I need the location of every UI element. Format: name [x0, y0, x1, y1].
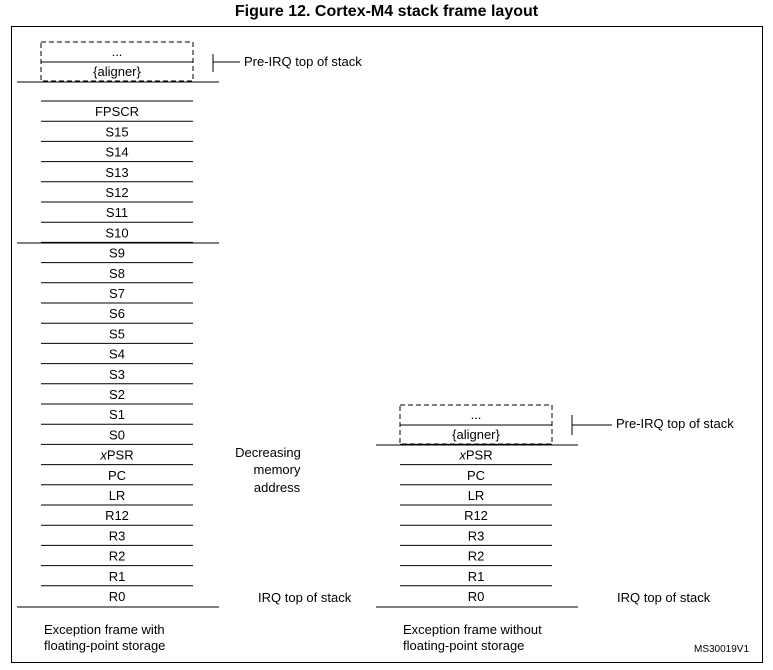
- right-stack: [376, 405, 734, 653]
- left-stack-cell: S0: [109, 427, 125, 443]
- left-stack-cell: S5: [109, 326, 125, 342]
- right-stack-cell: R2: [467, 548, 485, 564]
- left-stack: [17, 42, 362, 653]
- figure-title: Figure 12. Cortex-M4 stack frame layout: [234, 3, 539, 20]
- left-stack-cell: S4: [109, 346, 125, 362]
- left-stack-cell: R2: [108, 548, 126, 564]
- right-stack-cell: R12: [464, 508, 488, 524]
- left-stack-cell: S1: [109, 407, 125, 423]
- left-stack-cell: S9: [109, 245, 125, 261]
- left-stack-cell: S7: [109, 286, 125, 301]
- direction-line3: address: [253, 480, 301, 495]
- left-stack-cell: FPSCR: [94, 104, 140, 120]
- right-stack-cell: R3: [467, 528, 485, 544]
- right-irq-label: IRQ top of stack: [617, 590, 711, 605]
- right-pre-irq-label: Pre-IRQ top of stack: [616, 416, 734, 431]
- left-stack-cell: S6: [109, 306, 125, 322]
- right-stack-cell: xPSR: [459, 447, 493, 463]
- figure-id: MS30019V1: [694, 644, 750, 655]
- left-pre-irq-label: Pre-IRQ top of stack: [244, 54, 362, 69]
- left-stack-cell: S14: [105, 144, 129, 160]
- left-caption-line1: Exception frame with: [44, 622, 165, 637]
- right-stack-cell: LR: [467, 488, 485, 503]
- left-stack-cell: S3: [109, 366, 125, 382]
- right-caption-line2: floating-point storage: [403, 638, 525, 653]
- left-pad-aligner: {aligner}: [93, 64, 141, 79]
- right-stack-cell: PC: [466, 467, 486, 483]
- left-stack-cell: S15: [105, 124, 129, 140]
- left-caption-line2: floating-point storage: [44, 638, 166, 653]
- right-caption-line1: Exception frame without: [403, 622, 542, 637]
- left-stack-cell: R1: [108, 568, 126, 584]
- left-stack-cell: R12: [105, 508, 129, 524]
- left-stack-cell: xPSR: [100, 447, 134, 463]
- left-stack-cell: R0: [108, 589, 126, 604]
- direction-line1: Decreasing: [235, 445, 301, 460]
- right-stack-cell: R1: [467, 568, 485, 584]
- right-pad-dots: ...: [470, 407, 482, 422]
- left-irq-label: IRQ top of stack: [258, 590, 352, 605]
- left-stack-cell: S13: [105, 164, 129, 180]
- left-stack-cell: S2: [109, 387, 125, 402]
- left-stack-cell: S12: [105, 185, 129, 200]
- left-stack-cell: S8: [109, 265, 125, 281]
- left-stack-cell: S10: [105, 225, 129, 241]
- right-stack-cell: R0: [467, 589, 485, 604]
- left-stack-cell: LR: [108, 488, 126, 503]
- direction-label: [235, 445, 301, 495]
- left-pad-dots: ...: [111, 44, 123, 59]
- right-pad-aligner: {aligner}: [452, 427, 500, 442]
- direction-line2: memory: [253, 462, 301, 477]
- left-stack-cell: S11: [105, 205, 129, 221]
- left-stack-cell: PC: [107, 467, 127, 483]
- left-stack-cell: R3: [108, 528, 126, 544]
